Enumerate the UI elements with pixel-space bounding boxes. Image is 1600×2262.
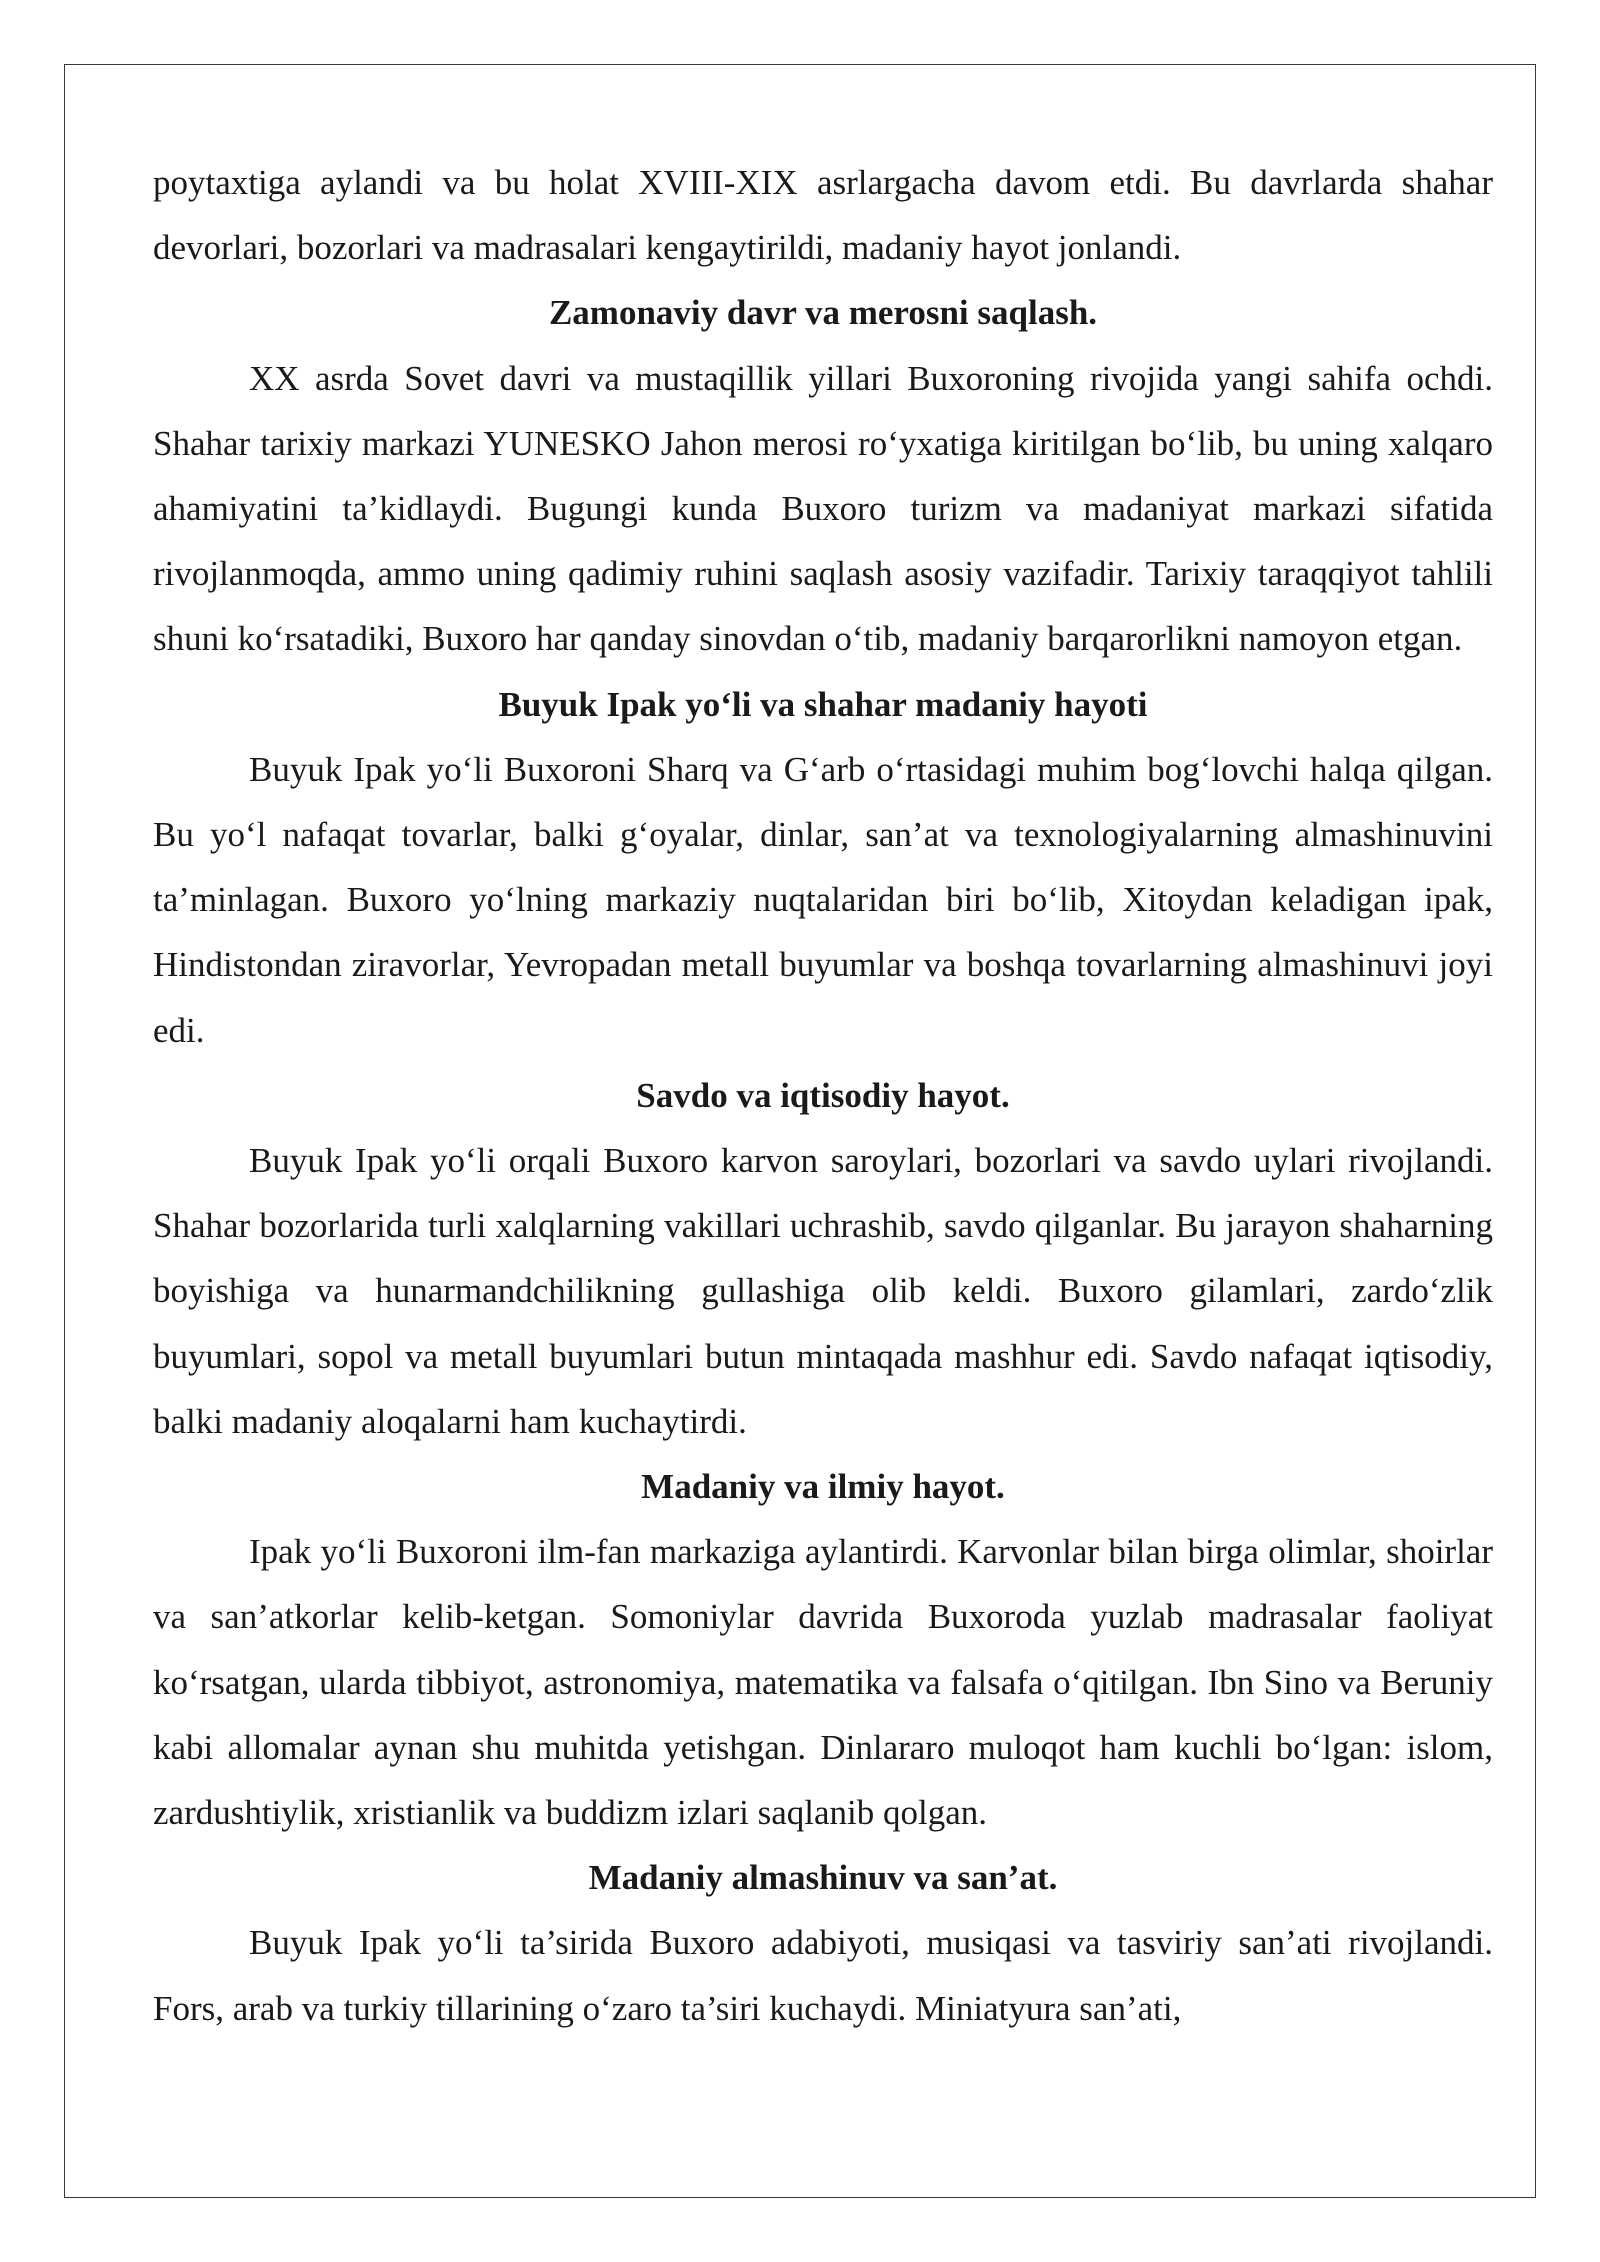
- paragraph-science: Ipak yo‘li Buxoroni ilm-fan markaziga aylantirdi. Karvonlar bilan birga olimlar, shoirlar va san’atkorlar kelib-ketgan. Somoniylar davrida Buxoroda yuzlab madrasalar faoliyat ko‘rsatgan, ularda tibbiyot, astronomiya, matematika va falsafa o‘qitilgan. Ibn Sino va Beruniy kabi allomalar aynan shu muhitda yetishgan. Dinlararo muloqot ham kuchli bo‘lgan: islom, zardushtiylik, xristianlik va buddizm izlari saqlanib qolgan.: [153, 1532, 1493, 1833]
- paragraph-art: Buyuk Ipak yo‘li ta’sirida Buxoro adabiyoti, musiqasi va tasviriy san’ati rivojlandi. Fors, arab va turkiy tillarining o‘zaro ta’siri kuchaydi. Miniatyura san’ati,: [153, 1923, 1493, 2028]
- paragraph-trade: Buyuk Ipak yo‘li orqali Buxoro karvon saroylari, bozorlari va savdo uylari rivojlandi. Shahar bozorlarida turli xalqlarning vakillari uchrashib, savdo qilganlar. Bu jarayon shaharning boyishiga va hunarmandchilikning gullashiga olib keldi. Buxoro gilamlari, zardo‘zlik buyumlari, sopol va metall buyumlari butun mintaqada mashhur edi. Savdo nafaqat iqtisodiy, balki madaniy aloqalarni ham kuchaytirdi.: [153, 1141, 1493, 1441]
- section-heading-art: Madaniy almashinuv va san’at.: [588, 1858, 1058, 1898]
- document-body: [153, 150, 1493, 2041]
- paragraph-modern-era: XX asrda Sovet davri va mustaqillik yillari Buxoroning rivojida yangi sahifa ochdi. Shahar tarixiy markazi YUNESKO Jahon merosi ro‘yxatiga kiritilgan bo‘lib, bu uning xalqaro ahamiyatini ta’kidlaydi. Bugungi kunda Buxoro turizm va madaniyat markazi sifatida rivojlanmoqda, ammo uning qadimiy ruhini saqlash asosiy vazifadir. Tarixiy taraqqiyot tahlili shuni ko‘rsatadiki, Buxoro har qanday sinovdan o‘tib, madaniy barqarorlikni namoyon etgan.: [153, 358, 1493, 659]
- paragraph-continuation: poytaxtiga aylandi va bu holat XVIII-XIX asrlargacha davom etdi. Bu davrlarda shahar devorlari, bozorlari va madrasalari kengaytirildi, madaniy hayot jonlandi.: [153, 163, 1493, 268]
- section-heading-silk-road: Buyuk Ipak yo‘li va shahar madaniy hayoti: [498, 684, 1148, 724]
- section-heading-science: Madaniy va ilmiy hayot.: [641, 1467, 1005, 1507]
- section-heading-trade: Savdo va iqtisodiy hayot.: [636, 1075, 1010, 1115]
- section-heading-modern-era: Zamonaviy davr va merosni saqlash.: [548, 293, 1098, 333]
- paragraph-silk-road: Buyuk Ipak yo‘li Buxoroni Sharq va G‘arb o‘rtasidagi muhim bog‘lovchi halqa qilgan. Bu yo‘l nafaqat tovarlar, balki g‘oyalar, dinlar, san’at va texnologiyalarning almashinuvini ta’minlagan. Buxoro yo‘lning markaziy nuqtalaridan biri bo‘lib, Xitoydan keladigan ipak, Hindistondan ziravorlar, Yevropadan metall buyumlar va boshqa tovarlarning almashinuvi joyi edi.: [153, 749, 1493, 1050]
